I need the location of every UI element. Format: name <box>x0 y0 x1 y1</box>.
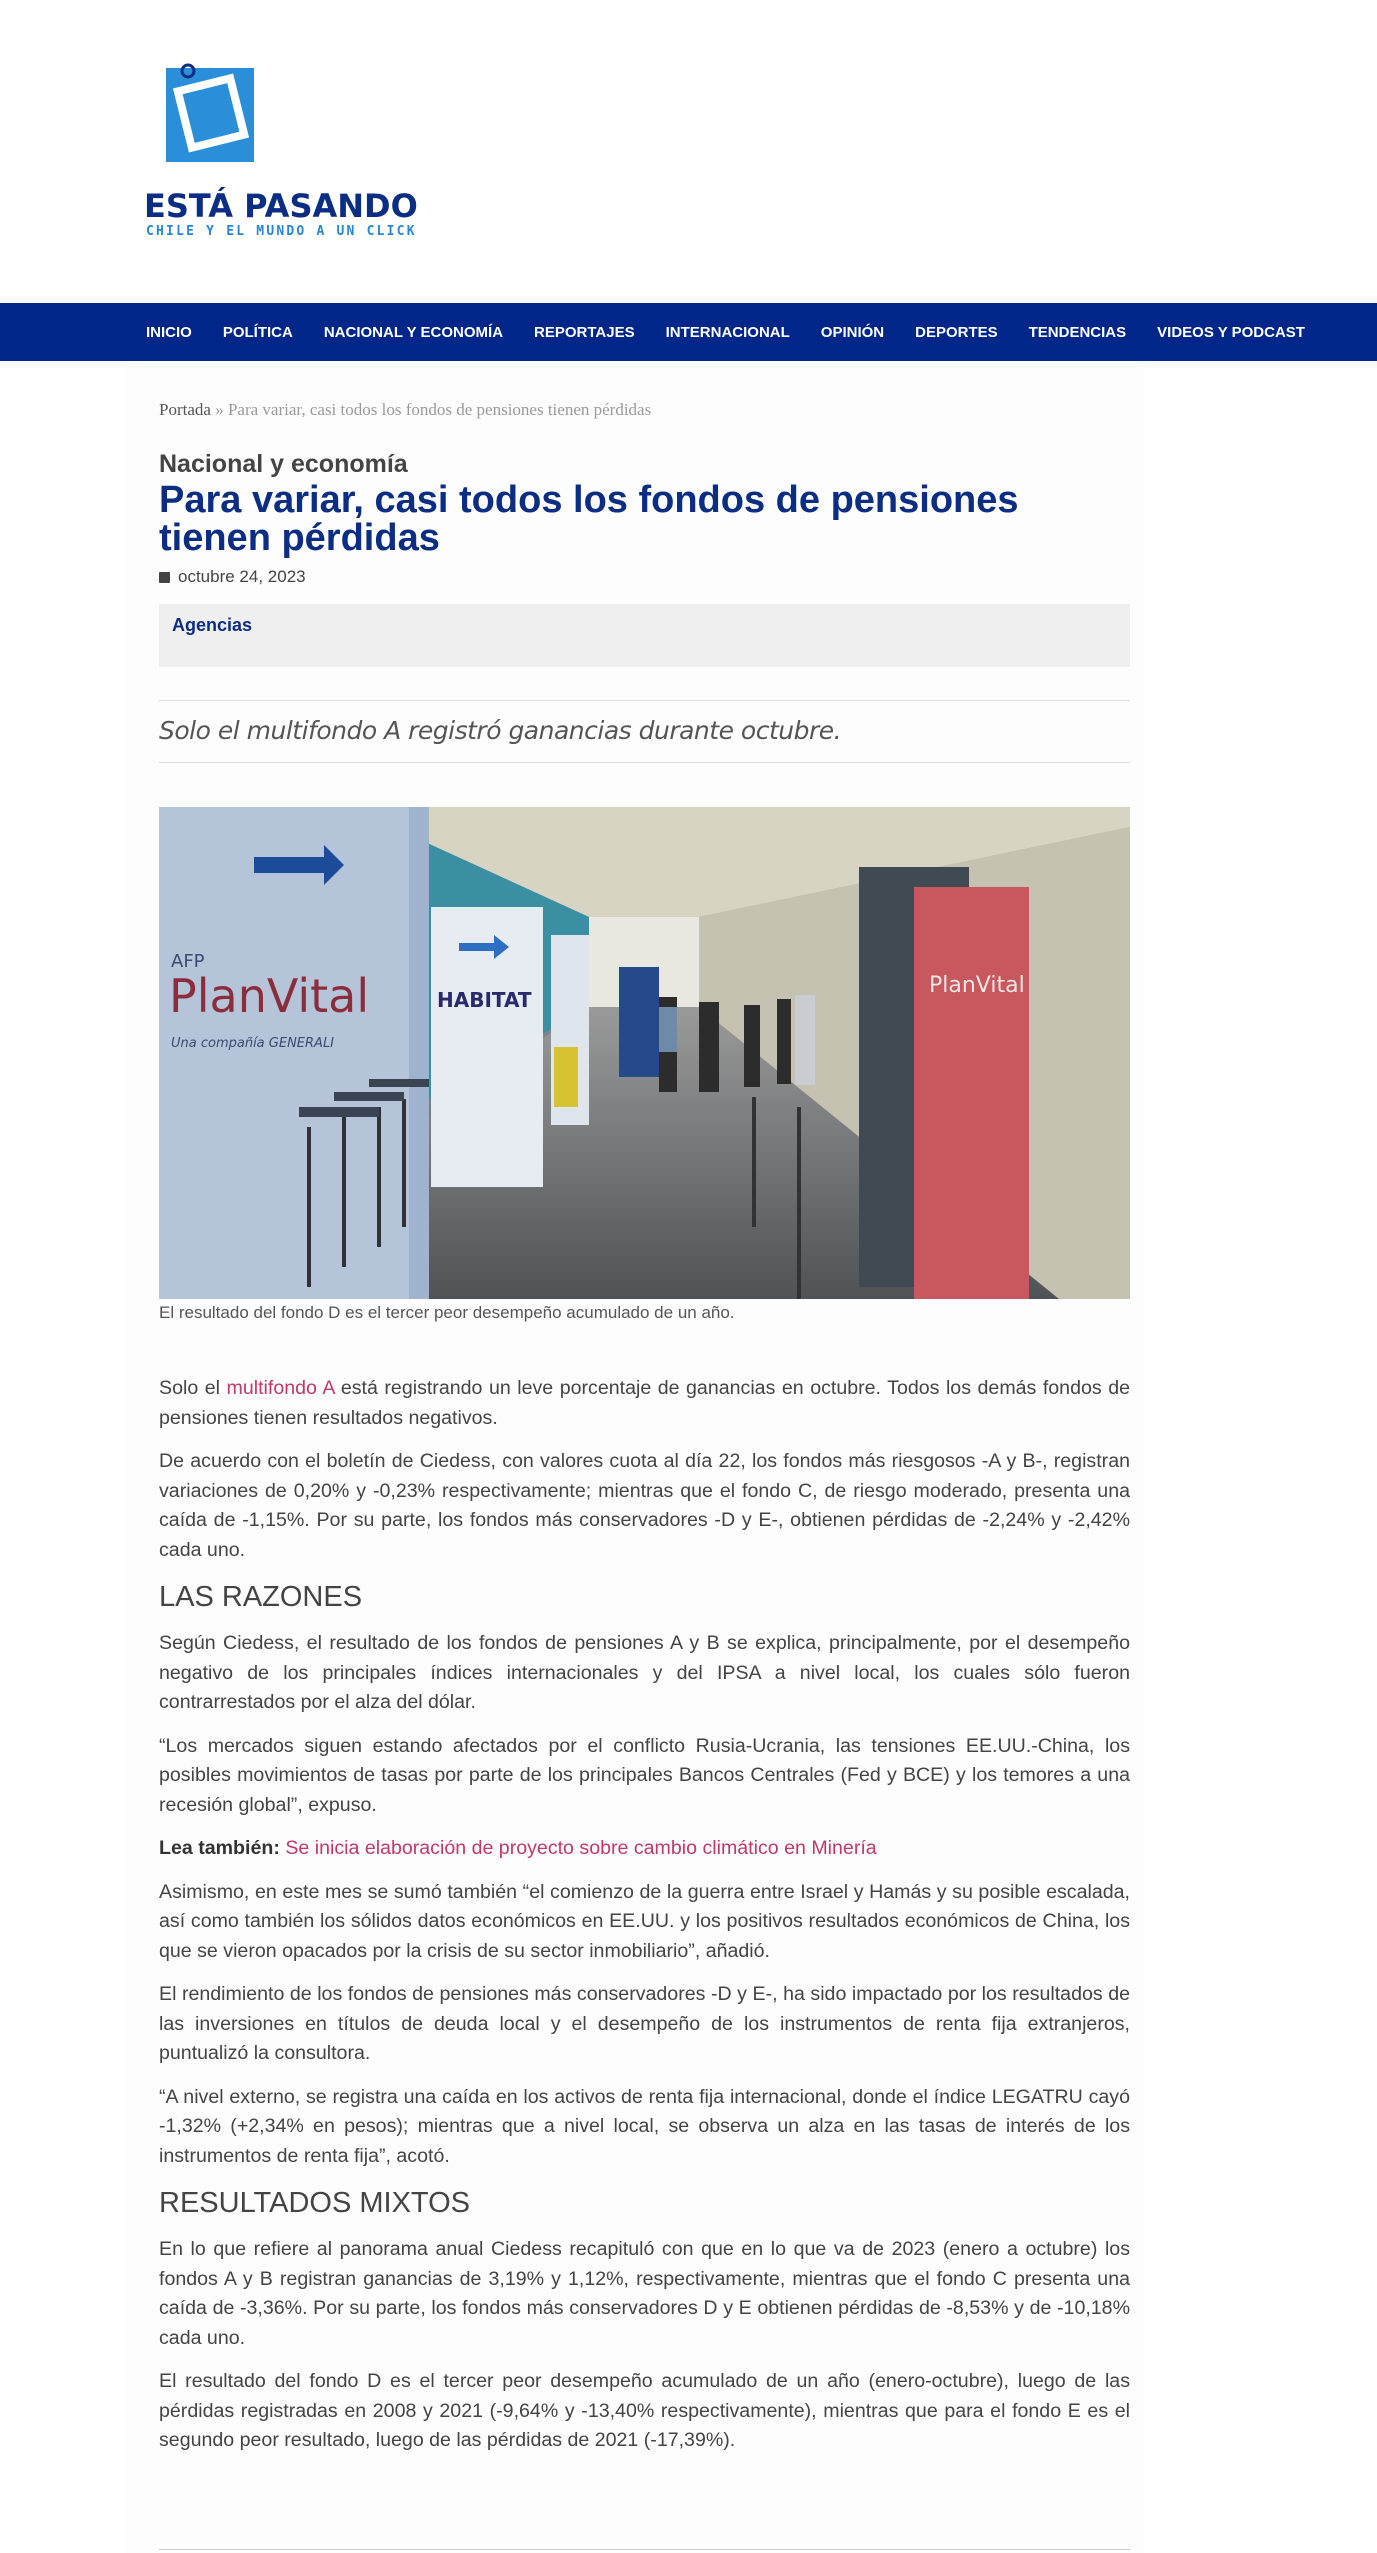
article-date <box>159 567 306 587</box>
nav-item-opinion[interactable]: OPINIÓN <box>820 323 885 341</box>
nav-item-nacional-economia[interactable]: NACIONAL Y ECONOMÍA <box>323 323 504 341</box>
photo-planvital-right-text: PlanVital <box>929 973 1025 998</box>
article-title: Para variar, casi todos los fondos de pensiones tienen pérdidas <box>159 479 1019 559</box>
article-subtitle: Solo el multifondo A registró ganancias durante octubre. <box>159 716 842 745</box>
nav-item-tendencias[interactable]: TENDENCIAS <box>1028 323 1127 341</box>
paragraph-4: “Los mercados siguen estando afectados por el conflicto Rusia-Ucrania, las tensiones EE.UU.-China, los posibles movimientos de tasas por parte de los principales Bancos Centrales (Fed y BCE) y los temores a una recesión global”, expuso. <box>159 1734 1130 1816</box>
article-category[interactable]: Nacional y economía <box>159 450 408 478</box>
site-logo[interactable] <box>144 62 418 242</box>
article-body <box>159 1374 1130 2470</box>
breadcrumb-current: Para variar, casi todos los fondos de pensiones tienen pérdidas <box>227 400 652 419</box>
p1-text-before: Solo el <box>159 1377 227 1399</box>
author-name[interactable]: Agencias <box>172 615 253 635</box>
section-heading-resultados: RESULTADOS MIXTOS <box>159 2187 470 2219</box>
nav-item-internacional[interactable]: INTERNACIONAL <box>665 323 790 341</box>
nav-item-videos-podcast[interactable]: VIDEOS Y PODCAST <box>1157 323 1305 341</box>
photo-caption: El resultado del fondo D es el tercer peor desempeño acumulado de un año. <box>159 1303 735 1322</box>
divider-bottom <box>159 762 1130 763</box>
breadcrumb-home-link[interactable]: Portada <box>159 400 211 419</box>
paragraph-6: El rendimiento de los fondos de pensiones más conservadores -D y E-, ha sido impactado por los resultados de las inversiones en títulos de deuda local y el desempeño de los instrumentos de renta fija extranjeros, puntualizó la consultora. <box>159 1983 1130 2064</box>
paragraph-5: Asimismo, en este mes se sumó también “el comienzo de la guerra entre Israel y Hamás y su posible escalada, así como también los sólidos datos económicos en EE.UU. y los positivos resultados económicos de China, los que se vieron opacados por la crisis de su sector inmobiliario”, añadió. <box>159 1880 1130 1962</box>
section-heading-razones: LAS RAZONES <box>159 1581 363 1613</box>
photo-planvital-text: PlanVital <box>169 969 370 1023</box>
nav-item-inicio[interactable]: INICIO <box>146 323 192 341</box>
article-photo <box>159 807 1130 1299</box>
breadcrumb <box>159 400 651 420</box>
logo-brand-text: ESTÁ PASANDO <box>144 187 418 225</box>
nav-item-reportajes[interactable]: REPORTAJES <box>534 323 635 341</box>
author-box <box>159 604 1130 667</box>
site-header <box>0 0 1377 303</box>
photo-habitat-text: HABITAT <box>437 988 532 1012</box>
breadcrumb-separator: » <box>210 400 228 419</box>
photo-company-text: Una compañía GENERALI <box>171 1036 335 1051</box>
paragraph-7: “A nivel externo, se registra una caída en los activos de renta fija internacional, donde el índice LEGATRU cayó -1,32% (+2,34% en pesos); mientras que a nivel local, se observa un alza en las tasas de interés de los instrumentos de renta fija”, acotó. <box>159 2085 1130 2167</box>
divider-end <box>159 2549 1130 2550</box>
divider-top <box>159 700 1130 701</box>
read-also-link[interactable]: Se inicia elaboración de proyecto sobre cambio climático en Minería <box>285 1837 877 1859</box>
logo-mark-icon <box>144 62 404 182</box>
logo-tagline: CHILE Y EL MUNDO A UN CLICK <box>146 224 417 239</box>
article-date-text: octubre 24, 2023 <box>178 567 306 586</box>
paragraph-1 <box>159 1374 1130 1433</box>
paragraph-3: Según Ciedess, el resultado de los fondos de pensiones A y B se explica, principalmente, por el desempeño negativo de los principales índices internacionales y del IPSA a nivel local, los cuales sólo fueron contrarrestados por el alza del dólar. <box>159 1632 1130 1713</box>
main-nav <box>0 303 1377 361</box>
multifondo-a-link[interactable]: multifondo A <box>226 1377 335 1399</box>
nav-item-deportes[interactable]: DEPORTES <box>915 323 998 341</box>
read-also-label: Lea también: <box>159 1837 280 1859</box>
paragraph-9: El resultado del fondo D es el tercer peor desempeño acumulado de un año (enero-octubre), luego de las pérdidas registradas en 2008 y 2021 (-9,64% y -13,40% respectivamente), mientras que para el fondo E es el segundo peor resultado, luego de las pérdidas de 2021 (-17,39%). <box>159 2370 1130 2451</box>
calendar-icon <box>159 572 170 583</box>
photo-afp-text: AFP <box>171 951 205 972</box>
read-also <box>159 1834 1130 1864</box>
paragraph-2: De acuerdo con el boletín de Ciedess, con valores cuota al día 22, los fondos más riesgosos -A y B-, registran variaciones de 0,20% y -0,23% respectivamente; mientras que el fondo C, de riesgo moderado, presenta una caída de -1,15%. Por su parte, los fondos más conservadores -D y E-, obtienen pérdidas de -2,24% y -2,42% cada uno. <box>159 1450 1130 1561</box>
p1-text-after: está registrando un leve porcentaje de ganancias en octubre. Todos los demás fondos de pensiones tienen resultados negativos. <box>159 1377 1130 1429</box>
photo-illustration <box>159 807 1130 1299</box>
paragraph-8: En lo que refiere al panorama anual Ciedess recapituló con que en lo que va de 2023 (enero a octubre) los fondos A y B registran ganancias de 3,19% y 1,12%, respectivamente, mientras que el fondo C presenta una caída de -3,36%. Por su parte, los fondos más conservadores D y E obtienen pérdidas de -8,53% y de -10,18% cada uno. <box>159 2238 1130 2349</box>
nav-item-politica[interactable]: POLÍTICA <box>222 323 293 341</box>
